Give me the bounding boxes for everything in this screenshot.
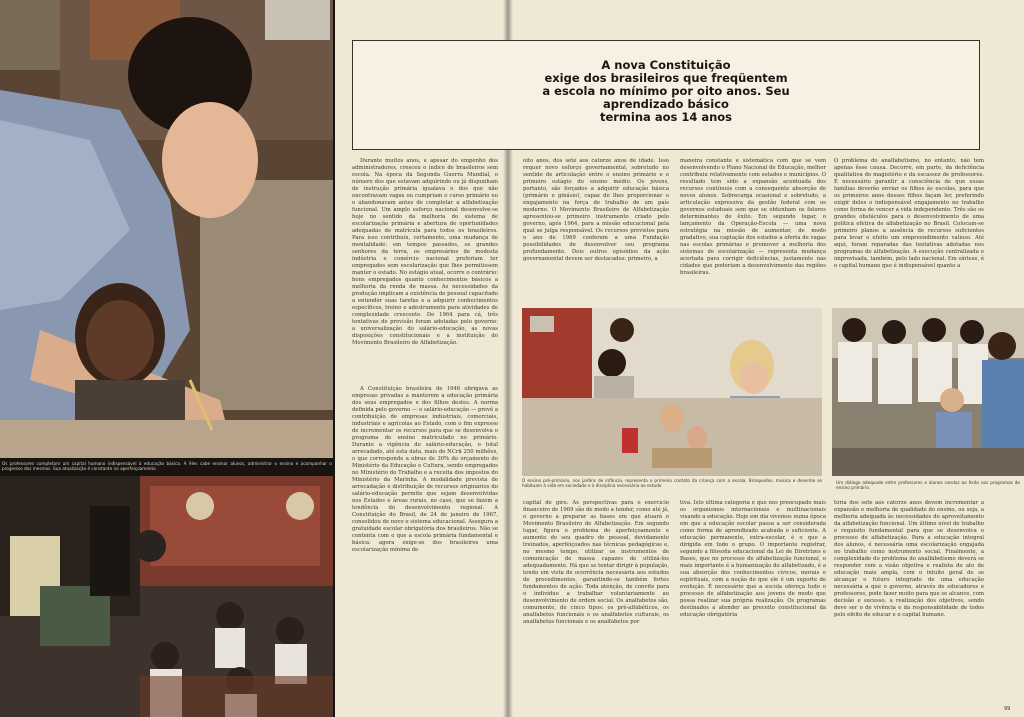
headline: A nova Constituição exige dos brasileiros que freqüentem a escola no mínimo por oito anos. Seu aprendizado básico termina aos 14 anos — [542, 58, 790, 124]
caption-girls-photo: O ensino pré-primário, nos jardins de infância, representa o primeiro contato da criança com a escola. Brinquedos, música e desenho se habituam à vida em sociedade e à disciplina necessária ao estudo — [522, 478, 822, 488]
page-number: 99 — [1004, 706, 1011, 712]
caption-teacher-photo: Os professores completam um capital humano indispensável à educação básica. A êles cabe ensinar alunos, administrar o ensino e acompanhar o progresso dos mesmos. Sua atualização é constante no aperfeiçoamento — [2, 461, 332, 471]
caption-boys-photo: Um diálogo adequado entre professores e alunos conduz ao êxito nos programas de ensino primário. — [836, 480, 1020, 490]
text-column-2-bottom: capital de giro. As perspectivas para o exercício financeiro de 1969 são de modo a tender, como até já, o governo a preparar as bases em que atuará o Movimento Brasileiro de Alfabetização. Em segundo lugar, figura o problema do aperfeiçoamento e aumento do seu quadro de pessoal, devidamente treinados, aperfeiçoados nas técnicas pedagógicas e, no mesmo tempo, utilizar os instrumentos de comunicação de massa capazes de utilizá-los adequadamente. Há que se tentar dirigir à população, tendo em vista de ocorrência necessária aos estudos de procedimentos, garantindo-se também fortes fundamentos de ação. Toda atenção, de convite para o indivíduo a trabalhar voluntariamente ao desenvolvimento de ordem social. Os analfabetos são, comumente, de cinco tipos: os pré-alfabéticos, os analfabetos funcionais e os analfabetos culturais, os analfabetos funcionais e os analfabetos por — [523, 500, 669, 625]
photo-boys-teacher — [832, 308, 1024, 476]
headline-box — [352, 40, 980, 150]
text-column-3-bottom: tiva. Isto última categoria é que nos preocupado mais os organismos internacionais e multinacionais visando a educação. Hoje em dia vivemos numa época em que a educação escolar passa a ser considerada como forma de aprendizado acabada e suficiente. A educação permanente, extra-escolar, é o que a dirigida em todo o grupo. O importante registrar, segundo a filosofia educacional da Lei de Diretrizes e Bases, que no processo de alfabetização funcional, o mais importante é a humanização do alfabetizado, é a sua absorção dos conhecimentos cívicos, morais e espirituais, com a noção de que ele é um suporte de evolução. É necessário que a escola ofereça tudo o processo de alfabetização aos jovens de modo que possa realizar sua própria realização. Os programas destinados a atender ao preceito constitucional da educação obrigatória — [680, 500, 826, 618]
text-column-4-top: O problema do analfabetismo, no entanto, não tem apenas êsse causa. Decorre, em parte, da deficiência qualitativa do magistério e da escassez de professores. É necessário garantir a consciência de que essas famílias deverão enviar os filhos às escolas, para que os primeiros anos desses filhos façam ler, preferindo exigir deles o indispensável engajamento no trabalho como forma de vencer a vida independente. Três são os grandes obstáculos para o desenvolvimento de uma política efetiva de alfabetização no Brasil. Colocam-se primeiro planos a ausência de recursos suficientes para levar o efeito um empreendimento valioso. Até aqui, foram reparadas das tentativas adotadas nos programas de alfabetização. A execução centralizada e improvisada, também, pelo lado nacional. Em síntese, é o capital humano que é indispensável quanto a — [834, 158, 984, 269]
photo-classroom — [0, 476, 333, 717]
text-column-3-top: maneira constante e sistemática com que se vem desenvolvendo o Plano Nacional de Educação, melhor contribuiu relativamente com estados e municípios. O resultado tem sido a expansão acentuada dos recursos contínuos com a consequente absorção de novos alunos. Sobrecarga ocasional e sobretudo, a articulação expressiva da gestão federal com os governos estaduais sem que se obtenham os fatores determinantes de êxito. Em segundo lugar, o lançamento da Operação-Escola — uma nova estratégia na missão de aumentar, de modo gradativo, sua captação dos estados a oferta de vagas nas escolas primárias e promover a melhoria dos sistemas de escolarização — representa mudança acertada para corrigir deficiências, justamente nas cidades que poderiam a desenvolvimento das regiões brasileiras. — [680, 158, 826, 276]
text-column-1-top: Durante muitos anos, e apesar do empenho dos administradores, cresceu o índice de brasileiros sem escola. Na época da Segunda Guerra Mundial, o número dos que estavam adquirindo ou já dispunham de instrução primária igualava o dos que não encontravam vagas ou cumpriam o curso primário ou o abandonavam antes de completar a alfabetização funcional. Um amplo esforço nacional desenvolve-se hoje no sentido da melhoria do sistema de escolarização primária e abertura de oportunidades adequadas de matrícula para todos os brasileiros. Para isso contribuiu, certamente, uma mudança de mentalidade: em tempos passados, os grandes senhores da terra, os empresários de modesta indústria e comércio nacional preferiam ter empregados sem escolarização que lhes permitissem manter o estado. No estágio atual, ocorre o contrário: bons empregados quanto conhecimentos básicos a melhoria da renda de massa. As necessidades da produção implicam a existência de pessoal capacitado a entender suas tarefas e a adquirir conhecimentos específicos, treino e adestramento para atividades de complexidade crescente. De 1964 para cá, três tentativas de previsão foram adotadas pelo governo: a universalização do salário-educação, as novas disposições constitucionais e a instituição do Movimento Brasileiro de Alfabetização. — [352, 158, 498, 346]
text-column-1-bottom: A Constituição brasileira de 1946 obrigava as empresas privadas a manterem a educação primária dos seus empregados e dos filhos destes. A norma definida pelo governo — o salário-educação — prevê a contribuição de empresas industriais, comerciais, industriais e agrícolas ao Estado, com o fim expresso de incrementar os recursos para que se desenvolva o programa de ensino matriculado no primário. Durante a vigência do salário-educação, o total arrecadado, até esta data, mais de NCr$ 250 milhões, o que corresponde a obras de 30% do orçamento do Ministério da Educação e Cultura, sendo empregados no Ministério do Trabalho e a receita dos impostos do Ministério da Marinha. A modalidade prevista de arrecadação e distribuição de recursos originários do salário-educação permite que sejam desenvolvidas nos Estados e áreas rurais, no caso, que se fazem a tendência do desenvolvimento regional. A Constituição do Brasil, de 24 de janeiro de 1967, consolidou de novo o sistema educacional. Assegura a gratuidade escolar obrigatória dos brasileiros. Não se contenta com o que a escola primária fundamental e básica: agora exige-se dos brasileiros uma escolarização mínima de — [352, 386, 498, 553]
text-column-2-top: oito anos, dos sete aos catorze anos de idade. Isso requer novo esforço governamental, sobretudo no sentido de articulação entre o ensino primário e o primeiro estágio do ensino médio. Os jovens, portanto, são forçados a adquirir educação básica (primário e ginásio), capaz de lhes proporcionar o engajamento na força de trabalho de um país moderno. O Movimento Brasileiro de Alfabetização apresentou-se primeiro instrumento criado pelo governo, após 1964, para a missão educacional pela qual se julga responsável. Os recursos previstos para o ano de 1969 conferem a uma Fundação possibilidades de desenvolver seu programa profundamente. Dois outros episódios da ação governamental devem ser destacados: primeiro, a — [523, 158, 669, 262]
photo-teacher-student — [0, 0, 333, 458]
photo-girls-dolls — [522, 308, 822, 476]
text-column-4-bottom: tória dos sete aos catorze anos devem incrementar a expansão e melhoria de qualidade do ensino, ou seja, a melhoria adequada às necessidades do aproveitamento da alfabetização funcional. Um último nível de trabalho e requisito fundamental para que se desenvolva o processo de alfabetização. Para a educação integral dos alunos, é necessária uma escolarização engajada no trabalho como instrumento social. Finalmente, a complexidade do problema do analfabetismo deverá se responder com a visão objetiva e realista do ato de educação mais ampla, com o intuito geral de se alcançar o futuro integrado de uma educação necessária a que o governo, através de educadores e professores, pode fazer muito para que se alcance, com decisão e sucesso, a realização dos objetivos, sendo deve ser o de vivência e da responsabilidade de todos pelo efeito de educar e o capital humano. — [834, 500, 984, 618]
